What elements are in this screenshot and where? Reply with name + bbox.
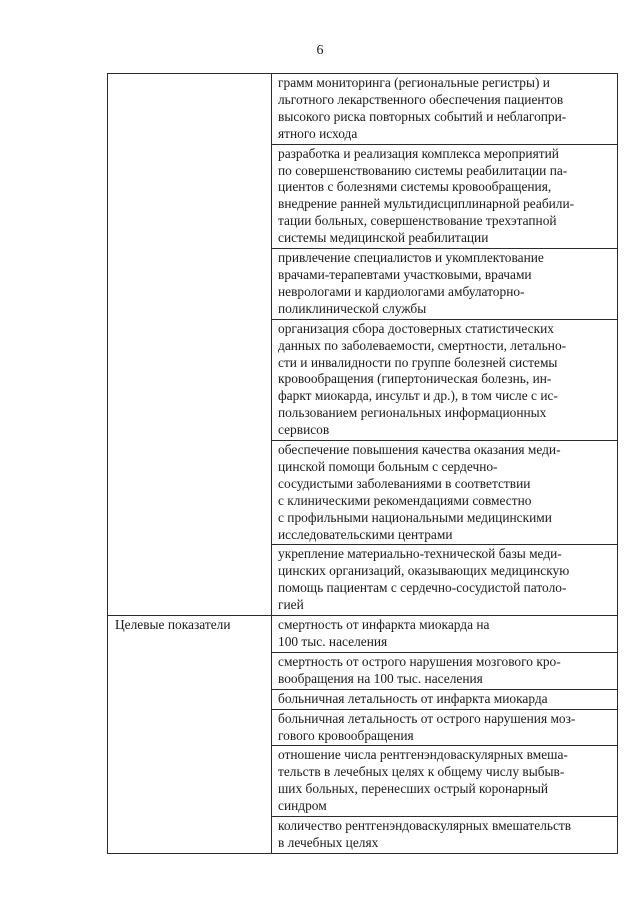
cell-text-line: поликлинической службы xyxy=(278,300,427,316)
section-label-cell xyxy=(108,74,272,616)
cell-text-line: гового кровообращения xyxy=(278,727,414,743)
cell-text-line: ших больных, перенесших острый коронарный xyxy=(278,781,549,797)
cell-text-line: циентов с болезнями системы кровообращения, xyxy=(278,179,552,195)
table-cell-item xyxy=(272,545,618,616)
cell-text-line: отношение числа рентгенэндоваскулярных вмеша- xyxy=(278,747,568,763)
cell-text-line: гией xyxy=(278,597,304,613)
cell-text-line: 100 тыс. населения xyxy=(278,634,388,649)
cell-text-line: сти и инвалидности по группе болезней системы xyxy=(278,354,558,370)
cell-text-line: кровообращения (гипертоническая болезнь, ин- xyxy=(278,371,552,387)
cell-text-line: синдром xyxy=(278,798,327,814)
cell-text-line: тации больных, совершенствование трехэтапной xyxy=(278,213,557,229)
cell-text-line: тельств в лечебных целях к общему числу выбыв- xyxy=(278,764,565,780)
cell-text-line: больничная летальность от острого нарушения моз- xyxy=(278,710,576,726)
table-cell-item xyxy=(272,319,618,440)
section-label-cell xyxy=(108,616,272,854)
page-number: 6 xyxy=(316,43,324,58)
cell-text-line: в лечебных целях xyxy=(278,834,379,850)
table-cell-item xyxy=(272,74,618,145)
table-cell-item xyxy=(272,817,618,854)
cell-text-line: разработка и реализация комплекса мероприятий xyxy=(278,145,559,161)
cell-text-line: врачами-терапевтами участковыми, врачами xyxy=(278,266,532,282)
cell-text-line: привлечение специалистов и укомплектование xyxy=(278,250,544,266)
program-table xyxy=(107,73,618,854)
table-cell-item xyxy=(272,144,618,248)
table-row xyxy=(108,616,618,653)
cell-text-line: смертность от острого нарушения мозгового кро- xyxy=(278,653,561,669)
table-row xyxy=(108,74,618,145)
table-cell-item xyxy=(272,441,618,545)
cell-text-line: вообращения на 100 тыс. населения xyxy=(278,670,483,686)
cell-text-line: ятного исхода xyxy=(278,125,358,141)
cell-text-line: количество рентгенэндоваскулярных вмешательств xyxy=(278,818,572,834)
table-cell-item xyxy=(272,652,618,689)
cell-text-line: системы медицинской реабилитации xyxy=(278,230,489,246)
cell-text-line: организация сбора достоверных статистических xyxy=(278,320,554,336)
cell-text-line: внедрение ранней мультидисциплинарной реабили- xyxy=(278,196,575,212)
table-cell-item xyxy=(272,249,618,320)
cell-text-line: укрепление материально-технической базы меди- xyxy=(278,546,562,562)
table-cell-item xyxy=(272,709,618,746)
cell-text-line: смертность от инфаркта миокарда на xyxy=(278,617,490,633)
cell-text-line: с профильными национальными медицинскими xyxy=(278,509,552,525)
cell-text-line: сервисов xyxy=(278,422,330,438)
table-cell-item xyxy=(272,746,618,817)
cell-text-line: цинской помощи больным с сердечно- xyxy=(278,458,498,474)
cell-text-line: цинских организаций, оказывающих медицинскую xyxy=(278,563,570,579)
cell-text-line: пользованием региональных информационных xyxy=(278,405,547,421)
cell-text-line: льготного лекарственного обеспечения пациентов xyxy=(278,91,564,107)
cell-text-line: исследовательскими центрами xyxy=(278,526,453,542)
cell-text-line: высокого риска повторных событий и неблагопри- xyxy=(278,108,567,124)
cell-text-line: данных по заболеваемости, смертности, летально- xyxy=(278,337,567,353)
cell-text-line: обеспечение повышения качества оказания меди- xyxy=(278,442,561,458)
cell-text-line: больничная летальность от инфаркта миокарда xyxy=(278,690,548,706)
cell-text-line: фаркт миокарда, инсульт и др.), в том числе с ис- xyxy=(278,388,558,404)
cell-text-line: неврологами и кардиологами амбулаторно- xyxy=(278,283,525,299)
table-cell-item xyxy=(272,616,618,653)
table-cell-item xyxy=(272,689,618,709)
section-label: Целевые показатели xyxy=(115,617,231,633)
table-body xyxy=(108,74,618,854)
cell-text-line: сосудистыми заболеваниями в соответствии xyxy=(278,475,531,491)
cell-text-line: грамм мониторинга (региональные регистры) и xyxy=(278,75,550,90)
cell-text-line: по совершенствованию системы реабилитации па- xyxy=(278,162,568,178)
cell-text-line: с клиническими рекомендациями совместно xyxy=(278,492,532,508)
cell-text-line: помощь пациентам с сердечно-сосудистой патоло- xyxy=(278,580,567,596)
